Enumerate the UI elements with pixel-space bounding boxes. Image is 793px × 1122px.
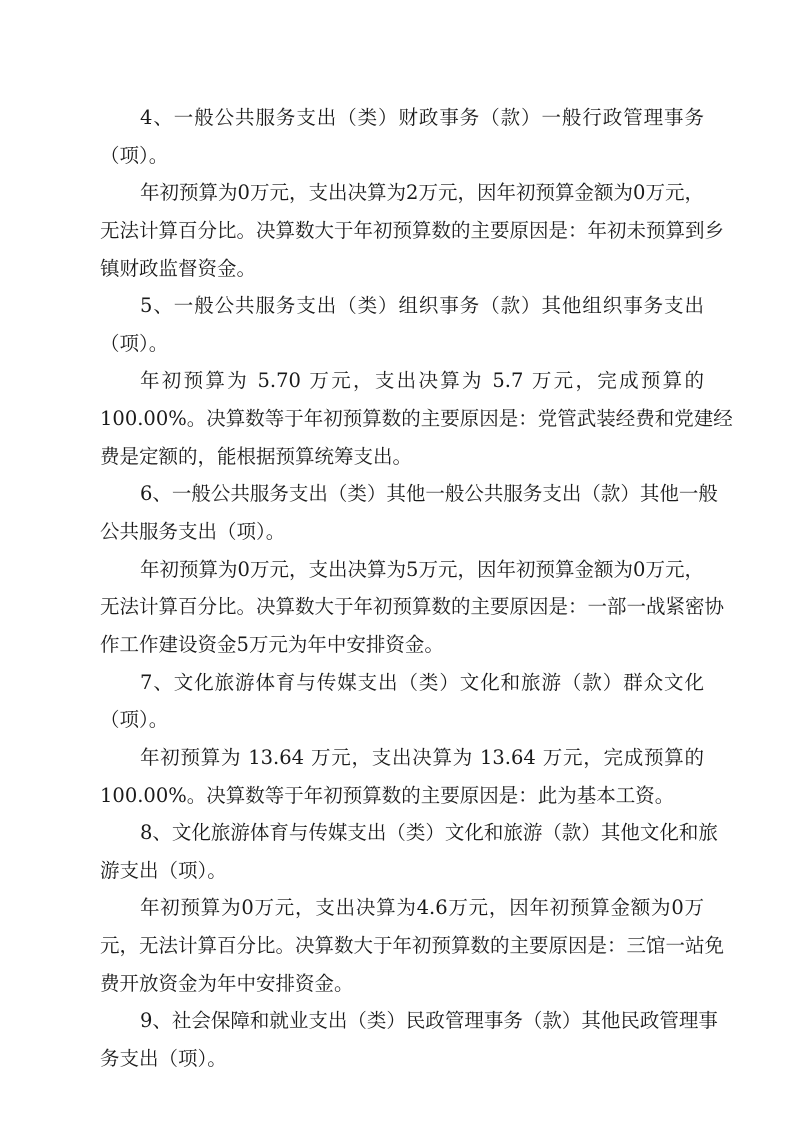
paragraph [100, 475, 718, 550]
paragraph-line: 作工作建设资金5万元为年中安排资金。 [100, 632, 444, 656]
paragraph-line: 年初预算为0万元，支出决算为2万元，因年初预算金额为0万元， [140, 181, 704, 205]
paragraph [100, 814, 718, 889]
paragraph-line: 4、一般公共服务支出（类）财政事务（款）一般行政管理事务 [140, 106, 704, 129]
paragraph-line: 费开放资金为年中安排资金。 [100, 971, 354, 995]
paragraph-line: 年初预算为0万元，支出决算为4.6万元，因年初预算金额为0万 [140, 896, 704, 920]
paragraph-line: 年初预算为 13.64 万元，支出决算为 13.64 万元，完成预算的 [140, 745, 704, 769]
paragraph-line: 元，无法计算百分比。决算数大于年初预算数的主要原因是：三馆一站免 [100, 934, 725, 958]
paragraph-line: 8、文化旅游体育与传媒支出（类）文化和旅游（款）其他文化和旅 [140, 821, 718, 845]
document-page [100, 99, 733, 1078]
paragraph-line: 务支出（项）。 [100, 1047, 227, 1071]
paragraph [100, 664, 704, 739]
paragraph-line: 年初预算为 5.70 万元，支出决算为 5.7 万元，完成预算的 [140, 369, 704, 393]
paragraph-line: 6、一般公共服务支出（类）其他一般公共服务支出（款）其他一般 [140, 482, 718, 506]
paragraph-line: （项）。 [100, 143, 169, 167]
paragraph-line: （项）。 [100, 331, 169, 355]
paragraph-line: 公共服务支出（项）。 [100, 520, 286, 544]
paragraph-line: 100.00%。决算数等于年初预算数的主要原因是：此为基本工资。 [100, 783, 675, 807]
paragraph-line: （项）。 [100, 708, 169, 732]
paragraph [100, 739, 704, 814]
paragraph [100, 1002, 718, 1077]
paragraph-line: 7、文化旅游体育与传媒支出（类）文化和旅游（款）群众文化 [140, 670, 704, 694]
paragraph [100, 99, 704, 174]
paragraph-line: 费是定额的，能根据预算统筹支出。 [100, 444, 413, 468]
paragraph-line: 无法计算百分比。决算数大于年初预算数的主要原因是：年初未预算到乡 [100, 218, 725, 242]
paragraph-line: 100.00%。决算数等于年初预算数的主要原因是：党管武装经费和党建经 [100, 407, 733, 431]
paragraph-line: 无法计算百分比。决算数大于年初预算数的主要原因是：一部一战紧密协 [100, 595, 725, 619]
paragraph-line: 9、社会保障和就业支出（类）民政管理事务（款）其他民政管理事 [140, 1009, 718, 1033]
paragraph [100, 889, 725, 1002]
paragraph [100, 287, 704, 362]
paragraph [100, 551, 725, 664]
paragraph-line: 5、一般公共服务支出（类）组织事务（款）其他组织事务支出 [140, 294, 704, 318]
paragraph-line: 年初预算为0万元，支出决算为5万元，因年初预算金额为0万元， [140, 557, 704, 581]
paragraph-line: 游支出（项）。 [100, 858, 227, 882]
paragraph-line: 镇财政监督资金。 [100, 256, 257, 280]
paragraph [100, 174, 725, 287]
paragraph [100, 362, 733, 475]
